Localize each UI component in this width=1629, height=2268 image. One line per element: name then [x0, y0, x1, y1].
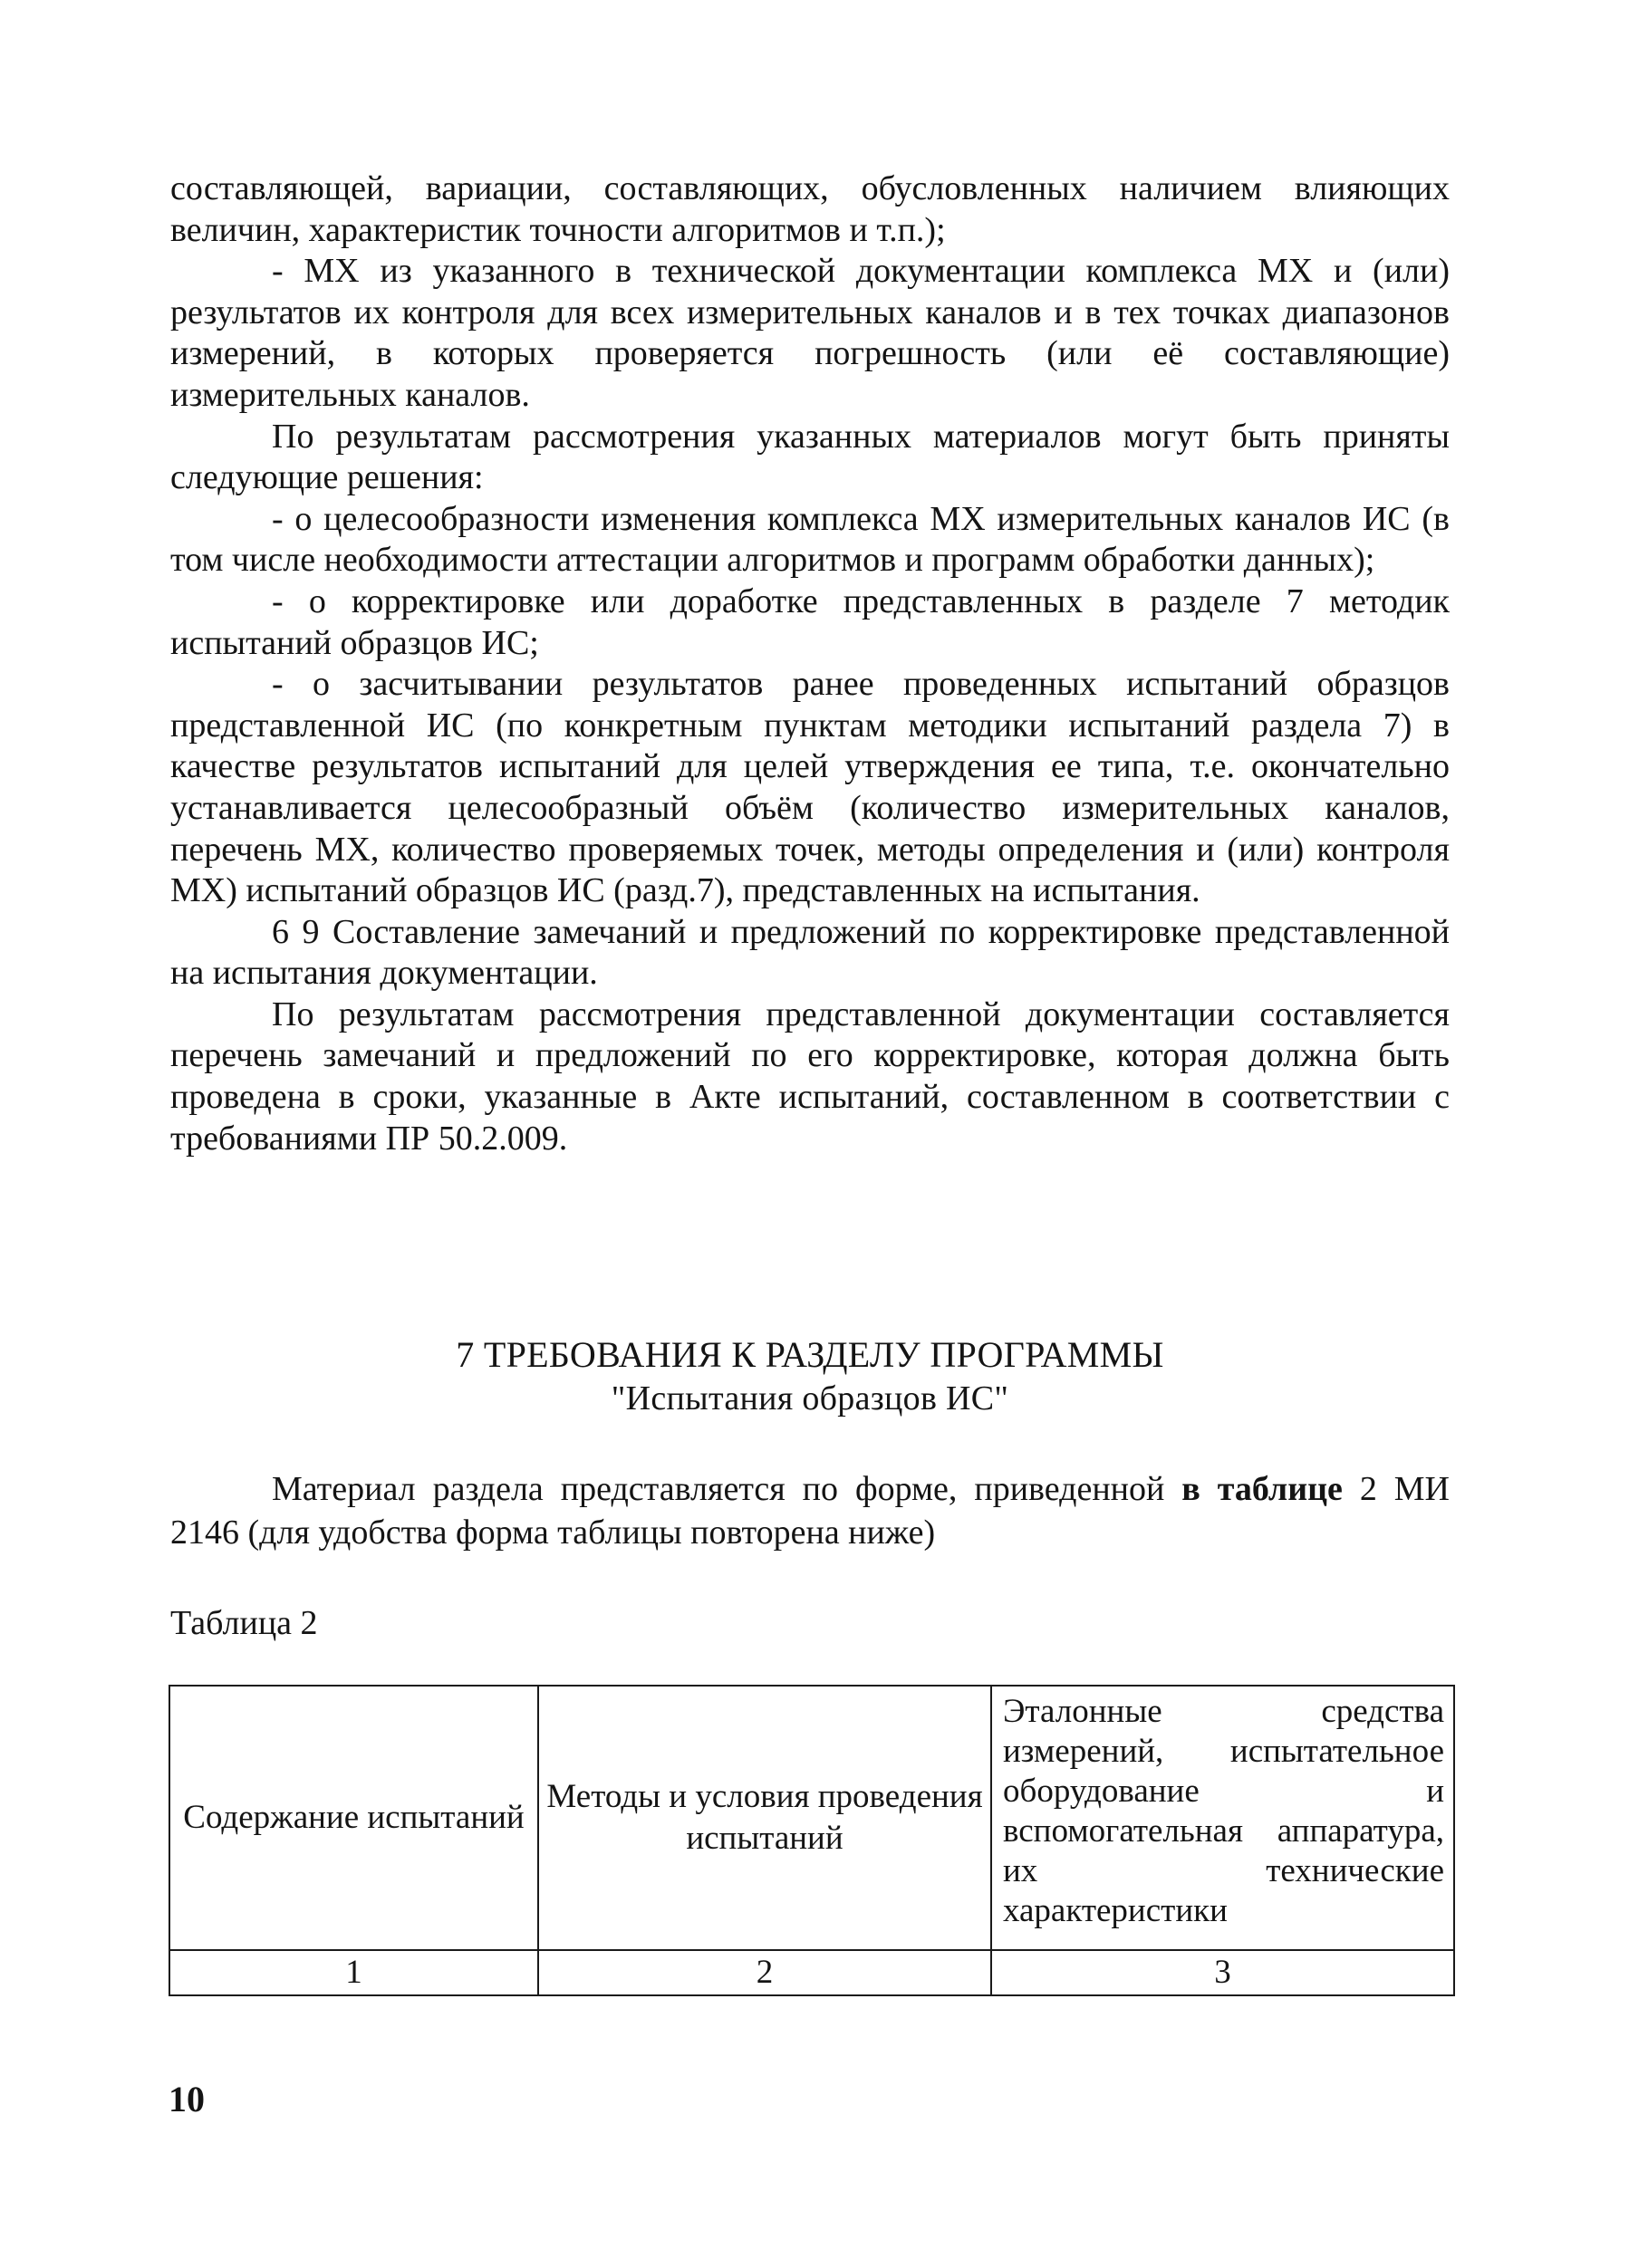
- table-header-cell: Содержание испытаний: [169, 1686, 538, 1950]
- table-number-row: [169, 1950, 1454, 1995]
- paragraph: По результатам рассмотрения представленной документации составляется перечень замечаний и предложений по его корректировке, которая должна быть проведена в сроки, указанные в Акте испытаний, составленном в соответствии с требованиями ПР 50.2.009.: [170, 995, 1450, 1158]
- material-paragraph: [170, 1467, 1450, 1554]
- table-header-row: [169, 1686, 1454, 1950]
- material-text-after: 2 МИ 2146 (для удобства форма таблицы повторена ниже): [170, 1470, 1450, 1552]
- column-number-cell: 3: [991, 1950, 1454, 1995]
- paragraph: составляющей, вариации, составляющих, обусловленных наличием влияющих величин, характеристик точности алгоритмов и т.п.);: [170, 169, 1450, 249]
- column-number-cell: 2: [538, 1950, 991, 1995]
- column-number-cell: 1: [169, 1950, 538, 1995]
- paragraph: - о целесообразности изменения комплекса МХ измерительных каналов ИС (в том числе необходимости аттестации алгоритмов и программ обработки данных);: [170, 499, 1450, 580]
- form-table: [169, 1685, 1455, 1996]
- body-text: [170, 168, 1450, 1159]
- section-subtitle: "Испытания образцов ИС": [611, 1379, 1009, 1418]
- paragraph: - о засчитывании результатов ранее проведенных испытаний образцов представленной ИС (по конкретным пунктам методики испытаний раздела 7) в качестве результатов испытаний для целей утверждения ее типа, т.е. окончательно устанавливается целесообразный объём (количество измерительных каналов, перечень МХ, количество проверяемых точек, методы определения и (или) контроля МХ) испытаний образцов ИС (разд.7), представленных на испытания.: [170, 665, 1450, 910]
- paragraph: - МХ из указанного в технической документации комплекса МХ и (или) результатов их контроля для всех измерительных каналов и в тех точках диапазонов измерений, в которых проверяется погрешность (или её составляющие) измерительных каналов.: [170, 252, 1450, 414]
- paragraph: - о корректировке или доработке представленных в разделе 7 методик испытаний образцов ИС;: [170, 581, 1450, 662]
- table-header-cell: Методы и условия проведения испытаний: [538, 1686, 991, 1950]
- material-bold-text: в таблице: [1181, 1470, 1343, 1508]
- page-number: 10: [169, 2079, 205, 2119]
- table-header-cell: Эталонные средства измерений, испытательное оборудование и вспомогательная аппаратура, их технические характеристики: [991, 1686, 1454, 1950]
- section-title: 7 ТРЕБОВАНИЯ К РАЗДЕЛУ ПРОГРАММЫ: [456, 1334, 1164, 1375]
- paragraph: По результатам рассмотрения указанных материалов могут быть приняты следующие решения:: [170, 417, 1450, 497]
- material-text-before: Материал раздела представляется по форме, приведенной: [272, 1470, 1182, 1508]
- table-caption: Таблица 2: [170, 1604, 318, 1642]
- paragraph: 6 9 Составление замечаний и предложений по корректировке представленной на испытания документации.: [170, 912, 1450, 993]
